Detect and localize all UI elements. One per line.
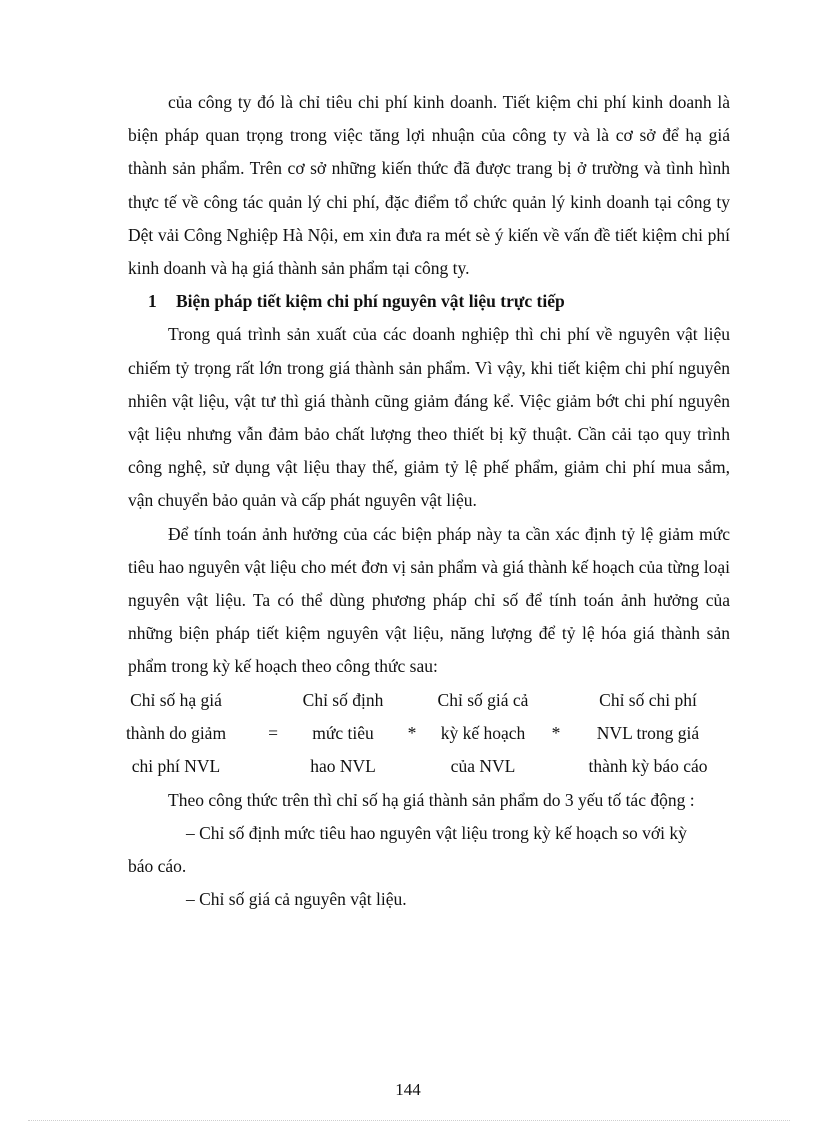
formula-line: kỳ kế hoạch — [440, 722, 526, 743]
bullet-norm-index-continued: báo cáo. — [128, 856, 187, 877]
formula-line: Chỉ số hạ giá — [130, 689, 222, 710]
formula-line: Chỉ số chi phí — [599, 689, 697, 710]
paragraph-materials: Trong quá trình sản xuất của các doanh nghiệp thì chi phí về nguyên vật liệu chiếm tỷ trọng rất lớn trong giá thành sản phẩm. Vì vậy, khi tiết kiệm chi phí nguyên nhiên vật liệu, vật tư thì giá thành cũng giảm đáng kể. Việc giảm bớt chi phí nguyên vật liệu nhưng vẫn đảm bảo chất lượng theo thiết bị kỹ thuật. Cần cải tạo quy trình công nghệ, sử dụng vật liệu thay thế, giảm tỷ lệ phế phẩm, giảm chi phí mua sắm, vận chuyển bảo quản và cấp phát nguyên vật liệu. — [128, 324, 730, 511]
formula-line: NVL trong giá — [596, 722, 700, 743]
footer-divider — [28, 1120, 790, 1121]
multiply-sign: * — [407, 722, 417, 743]
equals-sign: = — [268, 722, 278, 743]
section-number: 1 — [148, 291, 157, 312]
paragraph-factors: Theo công thức trên thì chỉ số hạ giá thành sản phẩm do 3 yếu tố tác động : — [168, 789, 695, 810]
formula-line: hao NVL — [310, 756, 376, 777]
multiply-sign: * — [551, 722, 561, 743]
formula-line: mức tiêu — [312, 722, 374, 743]
formula-term-norm — [283, 684, 403, 784]
formula-line: Chỉ số giá cả — [437, 689, 529, 710]
bullet-norm-index: – Chỉ số định mức tiêu hao nguyên vật liệu trong kỳ kế hoạch so với kỳ — [186, 822, 687, 843]
formula-term-cost — [568, 684, 728, 784]
page-number: 144 — [395, 1080, 421, 1099]
formula-term-price — [418, 684, 548, 784]
section-heading — [128, 285, 730, 318]
section-title: Biện pháp tiết kiệm chi phí nguyên vật liệu trực tiếp — [176, 291, 565, 312]
formula-line: Chỉ số định — [302, 689, 384, 710]
body-text — [125, 86, 730, 916]
formula-line: thành do giảm — [125, 722, 227, 743]
formula-block — [125, 684, 730, 784]
bullet-price-index: – Chỉ số giá cả nguyên vật liệu. — [186, 889, 407, 910]
formula-line: chi phí NVL — [131, 756, 221, 777]
paragraph-calculation: Để tính toán ảnh hưởng của các biện pháp này ta cần xác định tỷ lệ giảm mức tiêu hao nguyên vật liệu cho mét đơn vị sản phẩm và giá thành kế hoạch của từng loại nguyên vật liệu. Ta có thể dùng phương pháp chỉ số để tính toán ảnh hưởng của những biện pháp tiết kiệm nguyên vật liệu, năng lượng để tỷ lệ hóa giá thành sản phẩm trong kỳ kế hoạch theo công thức sau: — [128, 523, 730, 677]
paragraph-intro: của công ty đó là chỉ tiêu chi phí kinh doanh. Tiết kiệm chi phí kinh doanh là biện pháp quan trọng trong việc tăng lợi nhuận của công ty và là cơ sở để hạ giá thành sản phẩm. Trên cơ sở những kiến thức đã được trang bị ở trường và tình hình thực tế về công tác quản lý chi phí, đặc điểm tổ chức quản lý kinh doanh tại công ty Dệt vải Công Nghiệp Hà Nội, em xin đưa ra mét sè ý kiến về vấn đề tiết kiệm chi phí kinh doanh và hạ giá thành sản phẩm tại công ty. — [128, 92, 730, 279]
formula-line: của NVL — [450, 756, 516, 777]
formula-term-result — [106, 684, 246, 784]
formula-line: thành kỳ báo cáo — [588, 756, 708, 777]
